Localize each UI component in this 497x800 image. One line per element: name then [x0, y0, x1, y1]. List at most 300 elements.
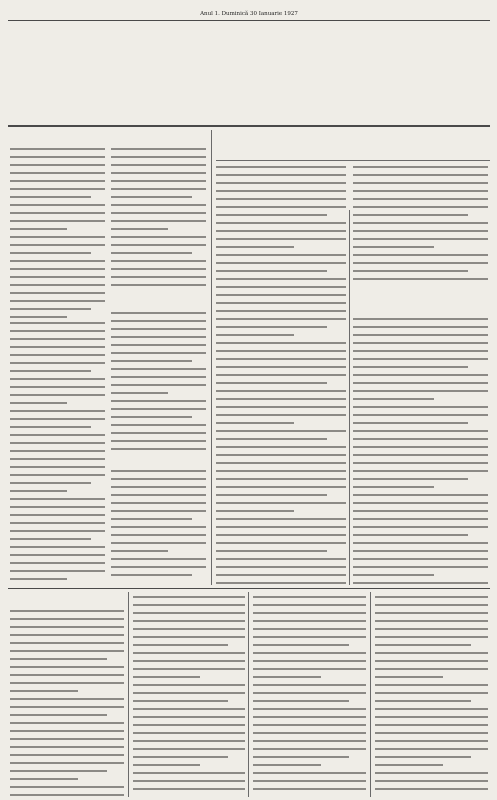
article-body: [216, 166, 346, 584]
text-line: [10, 762, 124, 770]
text-line: [216, 166, 346, 174]
article-body: [353, 318, 488, 584]
text-line: [10, 570, 105, 578]
text-line: [253, 652, 366, 660]
text-line: [111, 164, 206, 172]
text-line: [216, 246, 294, 254]
text-line: [216, 454, 346, 462]
text-line: [216, 430, 346, 438]
text-line: [216, 342, 346, 350]
text-line: [111, 148, 206, 156]
text-line: [216, 494, 327, 502]
text-line: [375, 692, 488, 700]
text-line: [10, 362, 105, 370]
text-line: [216, 190, 346, 198]
text-line: [353, 486, 434, 494]
text-line: [353, 478, 468, 486]
text-line: [375, 596, 488, 604]
text-line: [353, 270, 468, 278]
text-line: [133, 700, 228, 708]
text-line: [10, 180, 105, 188]
text-line: [133, 764, 200, 772]
text-line: [10, 642, 124, 650]
text-line: [111, 336, 206, 344]
text-line: [133, 652, 245, 660]
text-line: [10, 706, 124, 714]
text-line: [253, 716, 366, 724]
text-line: [216, 222, 346, 230]
text-line: [133, 684, 245, 692]
text-line: [111, 188, 206, 196]
text-line: [111, 478, 206, 486]
text-line: [216, 206, 346, 214]
text-line: [353, 334, 488, 342]
text-line: [133, 788, 245, 796]
text-line: [353, 374, 488, 382]
text-line: [253, 732, 366, 740]
text-line: [10, 196, 91, 204]
text-line: [353, 190, 488, 198]
text-line: [10, 538, 91, 546]
text-line: [111, 486, 206, 494]
text-line: [10, 188, 105, 196]
text-line: [111, 352, 206, 360]
text-line: [10, 778, 78, 786]
text-line: [111, 228, 168, 236]
date-line-rule: [8, 20, 490, 21]
text-line: [353, 358, 488, 366]
text-line: [353, 566, 488, 574]
text-line: [216, 518, 346, 526]
text-line: [10, 418, 105, 426]
text-line: [133, 596, 245, 604]
column-divider: [370, 592, 371, 797]
text-line: [353, 254, 488, 262]
text-line: [216, 566, 346, 574]
article-body: [111, 470, 206, 580]
text-line: [111, 494, 206, 502]
text-line: [133, 772, 245, 780]
text-line: [10, 148, 105, 156]
text-line: [10, 316, 67, 318]
column-divider: [128, 592, 129, 797]
text-line: [216, 574, 346, 582]
text-line: [10, 292, 105, 300]
text-line: [375, 780, 488, 788]
text-line: [10, 562, 105, 570]
text-line: [10, 546, 105, 554]
text-line: [353, 574, 434, 582]
text-line: [253, 684, 366, 692]
text-line: [253, 620, 366, 628]
text-line: [111, 518, 192, 526]
text-line: [353, 438, 488, 446]
text-line: [111, 276, 206, 284]
text-line: [10, 346, 105, 354]
text-line: [111, 384, 206, 392]
text-line: [10, 698, 124, 706]
text-line: [216, 422, 294, 430]
text-line: [216, 398, 346, 406]
text-line: [133, 644, 228, 652]
text-line: [353, 454, 488, 462]
text-line: [253, 788, 366, 796]
text-line: [10, 730, 124, 738]
text-line: [10, 354, 105, 362]
text-line: [111, 156, 206, 164]
text-line: [10, 252, 91, 260]
text-line: [375, 660, 488, 668]
text-line: [353, 230, 488, 238]
text-line: [111, 550, 168, 558]
section-rule: [8, 588, 490, 589]
text-line: [111, 470, 206, 478]
text-line: [133, 676, 200, 684]
text-line: [375, 732, 488, 740]
text-line: [133, 740, 245, 748]
text-line: [353, 430, 488, 438]
text-line: [10, 260, 105, 268]
text-line: [253, 628, 366, 636]
text-line: [111, 574, 192, 580]
text-line: [133, 692, 245, 700]
text-line: [10, 794, 124, 796]
text-line: [133, 756, 228, 764]
text-line: [375, 748, 488, 756]
text-line: [253, 612, 366, 620]
text-line: [353, 326, 488, 334]
text-line: [111, 502, 206, 510]
text-line: [133, 668, 245, 676]
text-line: [375, 620, 488, 628]
text-line: [10, 338, 105, 346]
article-body: [10, 148, 105, 318]
text-line: [253, 740, 366, 748]
text-line: [216, 286, 346, 294]
text-line: [375, 708, 488, 716]
text-line: [216, 182, 346, 190]
text-line: [216, 310, 346, 318]
text-line: [375, 652, 488, 660]
text-line: [353, 494, 488, 502]
text-line: [253, 748, 366, 756]
date-line: Anul 1. Duminică 30 Ianuarie 1927: [200, 11, 298, 17]
text-line: [111, 236, 206, 244]
text-line: [10, 322, 105, 330]
masthead-title: [85, 28, 380, 98]
text-line: [353, 558, 488, 566]
text-line: [353, 382, 488, 390]
text-line: [10, 442, 105, 450]
text-line: [353, 342, 488, 350]
text-line: [133, 620, 245, 628]
text-line: [10, 212, 105, 220]
text-line: [353, 542, 488, 550]
text-line: [10, 228, 67, 236]
text-line: [253, 636, 366, 644]
text-line: [216, 214, 327, 222]
text-line: [353, 534, 468, 542]
text-line: [353, 406, 488, 414]
text-line: [216, 382, 327, 390]
text-line: [10, 618, 124, 626]
text-line: [375, 700, 471, 708]
text-line: [10, 386, 105, 394]
text-line: [375, 676, 443, 684]
text-line: [10, 506, 105, 514]
text-line: [216, 230, 346, 238]
text-line: [353, 318, 488, 326]
text-line: [353, 414, 488, 422]
text-line: [216, 350, 346, 358]
text-line: [133, 732, 245, 740]
text-line: [353, 246, 434, 254]
text-line: [133, 724, 245, 732]
text-line: [353, 278, 488, 286]
text-line: [10, 746, 124, 754]
text-line: [10, 482, 91, 490]
text-line: [10, 268, 105, 276]
text-line: [111, 212, 206, 220]
text-line: [216, 326, 327, 334]
text-line: [216, 478, 346, 486]
text-line: [216, 262, 346, 270]
text-line: [133, 716, 245, 724]
text-line: [216, 390, 346, 398]
text-line: [10, 394, 105, 402]
text-line: [111, 542, 206, 550]
text-line: [111, 408, 206, 416]
text-line: [216, 174, 346, 182]
text-line: [353, 446, 488, 454]
text-line: [216, 414, 346, 422]
text-line: [111, 268, 206, 276]
text-line: [375, 724, 488, 732]
text-line: [10, 786, 124, 794]
text-line: [353, 510, 488, 518]
text-line: [111, 448, 206, 452]
text-line: [375, 668, 488, 676]
text-line: [216, 366, 346, 374]
text-line: [10, 402, 67, 410]
text-line: [353, 502, 488, 510]
article-body: [111, 148, 206, 286]
text-line: [10, 164, 105, 172]
text-line: [10, 220, 105, 228]
text-line: [10, 426, 91, 434]
text-line: [353, 198, 488, 206]
text-line: [10, 458, 105, 466]
text-line: [10, 554, 105, 562]
text-line: [111, 172, 206, 180]
text-line: [111, 392, 168, 400]
text-line: [10, 522, 105, 530]
text-line: [375, 772, 488, 780]
text-line: [10, 674, 124, 682]
text-line: [10, 530, 105, 538]
text-line: [10, 466, 105, 474]
text-line: [10, 714, 107, 722]
text-line: [253, 700, 349, 708]
article-body: [10, 322, 105, 580]
text-line: [10, 634, 124, 642]
text-line: [216, 254, 346, 262]
text-line: [133, 612, 245, 620]
text-line: [353, 550, 488, 558]
text-line: [353, 582, 488, 584]
text-line: [10, 204, 105, 212]
text-line: [111, 284, 206, 286]
text-line: [216, 278, 346, 286]
text-line: [216, 470, 346, 478]
text-line: [216, 270, 327, 278]
text-line: [216, 374, 346, 382]
text-line: [375, 788, 488, 796]
text-line: [111, 440, 206, 448]
text-line: [353, 238, 488, 246]
text-line: [253, 692, 366, 700]
text-line: [10, 236, 105, 244]
text-line: [253, 724, 366, 732]
text-line: [111, 252, 192, 260]
text-line: [111, 360, 192, 368]
text-line: [111, 526, 206, 534]
text-line: [353, 214, 468, 222]
text-line: [10, 738, 124, 746]
text-line: [253, 780, 366, 788]
text-line: [10, 370, 91, 378]
text-line: [111, 376, 206, 384]
text-line: [253, 772, 366, 780]
text-line: [253, 676, 321, 684]
text-line: [111, 260, 206, 268]
column-divider: [211, 130, 212, 585]
text-line: [10, 378, 105, 386]
text-line: [216, 302, 346, 310]
text-line: [111, 344, 206, 352]
text-line: [353, 222, 488, 230]
text-line: [353, 350, 488, 358]
text-line: [10, 308, 91, 316]
text-line: [10, 610, 124, 618]
text-line: [253, 668, 366, 676]
text-line: [133, 636, 245, 644]
text-line: [133, 748, 245, 756]
article-subtitle: [216, 148, 490, 161]
text-line: [216, 358, 346, 366]
masthead-rule: [8, 125, 490, 127]
text-line: [375, 764, 443, 772]
text-line: [10, 330, 105, 338]
text-line: [133, 708, 245, 716]
text-line: [375, 684, 488, 692]
article-body: [253, 596, 366, 796]
text-line: [216, 558, 346, 566]
article-body: [111, 312, 206, 452]
text-line: [375, 604, 488, 612]
text-line: [111, 558, 206, 566]
text-line: [216, 582, 346, 584]
text-line: [353, 390, 488, 398]
text-line: [133, 628, 245, 636]
text-line: [133, 660, 245, 668]
text-line: [253, 708, 366, 716]
article-body: [10, 610, 124, 796]
text-line: [353, 366, 468, 374]
text-line: [111, 312, 206, 320]
text-line: [353, 182, 488, 190]
text-line: [375, 740, 488, 748]
text-line: [10, 722, 124, 730]
text-line: [216, 510, 294, 518]
text-line: [111, 196, 192, 204]
text-line: [353, 262, 488, 270]
text-line: [353, 518, 488, 526]
article-body: [353, 166, 488, 286]
text-line: [253, 764, 321, 772]
text-line: [111, 424, 206, 432]
text-line: [375, 628, 488, 636]
text-line: [216, 406, 346, 414]
text-line: [10, 514, 105, 522]
text-line: [111, 400, 206, 408]
text-line: [10, 498, 105, 506]
text-line: [10, 682, 124, 690]
text-line: [353, 526, 488, 534]
text-line: [253, 756, 349, 764]
text-line: [353, 174, 488, 182]
text-line: [10, 284, 105, 292]
text-line: [10, 300, 105, 308]
text-line: [10, 490, 67, 498]
text-line: [375, 612, 488, 620]
text-line: [133, 780, 245, 788]
text-line: [111, 510, 206, 518]
text-line: [10, 658, 107, 666]
text-line: [353, 398, 434, 406]
text-line: [10, 276, 105, 284]
text-line: [353, 166, 488, 174]
text-line: [10, 156, 105, 164]
text-line: [353, 462, 488, 470]
column-divider: [248, 592, 249, 797]
text-line: [10, 666, 124, 674]
text-line: [10, 410, 105, 418]
text-line: [216, 318, 346, 326]
text-line: [10, 474, 105, 482]
text-line: [353, 470, 488, 478]
text-line: [111, 534, 206, 542]
text-line: [375, 716, 488, 724]
text-line: [10, 626, 124, 634]
text-line: [10, 754, 124, 762]
text-line: [253, 596, 366, 604]
text-line: [253, 644, 349, 652]
text-line: [216, 198, 346, 206]
text-line: [216, 486, 346, 494]
text-line: [216, 446, 346, 454]
text-line: [375, 636, 488, 644]
text-line: [111, 368, 206, 376]
text-line: [10, 434, 105, 442]
text-line: [10, 650, 124, 658]
text-line: [375, 644, 471, 652]
text-line: [10, 770, 107, 778]
text-line: [353, 206, 488, 214]
text-line: [111, 204, 206, 212]
text-line: [253, 604, 366, 612]
text-line: [216, 334, 294, 342]
